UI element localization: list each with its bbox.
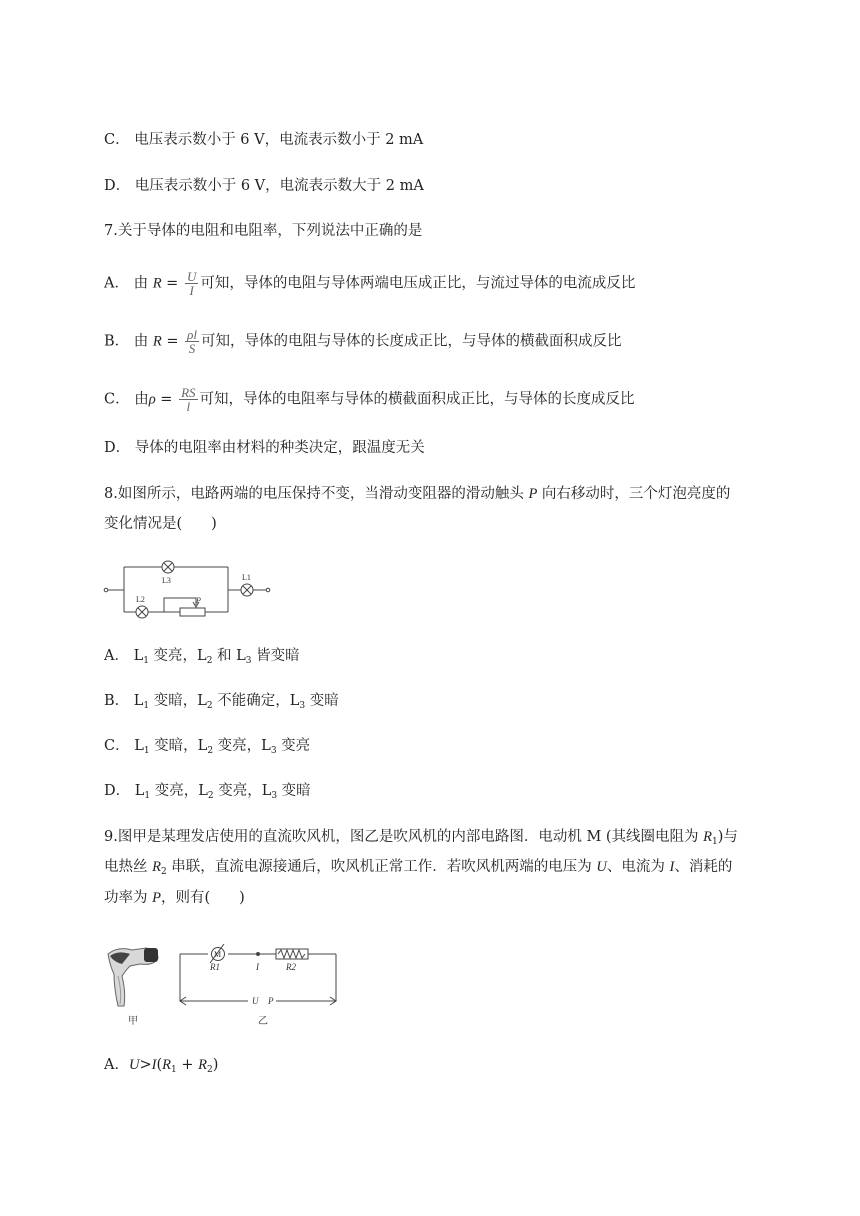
- q9-stem-line3: [104, 888, 245, 908]
- fraction: [185, 328, 199, 355]
- plus: +: [176, 1057, 199, 1073]
- option-prefix: A． 由: [104, 275, 153, 292]
- paren: (: [156, 1057, 163, 1073]
- subscript: 2: [160, 867, 167, 877]
- label-p: P: [268, 996, 274, 1006]
- option-part: B． L: [104, 693, 144, 709]
- paren: ): [212, 1057, 219, 1073]
- fraction: [185, 270, 198, 297]
- stem-text: 9.图甲是某理发店使用的直流吹风机，图乙是吹风机的内部电路图．电动机 M (其线圈电阻为: [104, 829, 704, 845]
- option-part: 变暗，L: [149, 693, 207, 709]
- q8-option-b: [104, 691, 339, 716]
- denominator: S: [188, 341, 196, 356]
- stem-text: 、消耗的: [674, 859, 733, 875]
- subscript: 1: [712, 837, 718, 847]
- subscript: 3: [299, 701, 306, 711]
- stem-text: 电热丝: [104, 859, 153, 875]
- numerator: RS: [181, 385, 196, 400]
- stem-text: 、电流为: [606, 859, 670, 875]
- var-i: I: [151, 1057, 157, 1073]
- option-prefix: C． 由: [104, 391, 149, 408]
- option-part: C． L: [104, 738, 144, 754]
- label-l3: L3: [162, 576, 171, 585]
- var: R: [152, 333, 162, 350]
- q8-stem-line2: 变化情况是( ): [104, 516, 217, 532]
- option-prefix: A．: [104, 1057, 129, 1073]
- subscript: 2: [207, 791, 214, 801]
- subscript: 3: [271, 791, 278, 801]
- q8-circuit-diagram: [100, 555, 275, 625]
- numerator: ρl: [187, 327, 197, 342]
- q6-option-d: D． 电压表示数小于 6 V，电流表示数大于 2 mA: [104, 178, 424, 194]
- stem-text: 8.如图所示，电路两端的电压保持不变，当滑动变阻器的滑动触头: [104, 486, 529, 502]
- q7-option-d: D． 导体的电阻率由材料的种类决定，跟温度无关: [104, 440, 425, 456]
- label-jia: 甲: [128, 1016, 138, 1027]
- subscript: 2: [207, 746, 214, 756]
- subscript: 3: [245, 656, 252, 666]
- var-r: R: [152, 859, 161, 875]
- subscript: 1: [171, 1065, 177, 1075]
- label-u: U: [252, 996, 259, 1006]
- subscript: 1: [143, 701, 150, 711]
- q7-option-b: [104, 328, 621, 355]
- gt: >: [139, 1057, 152, 1073]
- option-part: 变亮，L: [213, 783, 272, 799]
- option-part: 不能确定，L: [212, 693, 300, 709]
- option-part: 变亮，L: [213, 738, 271, 754]
- subscript: 1: [143, 656, 149, 666]
- option-part: A． L: [104, 648, 144, 664]
- equals: =: [155, 391, 178, 408]
- label-r1: R1: [210, 962, 220, 972]
- equals: =: [161, 333, 184, 350]
- stem-text: )与: [717, 829, 738, 845]
- var: ρ: [148, 391, 156, 408]
- q9-stem-line2: [104, 857, 732, 882]
- option-part: 变暗: [277, 783, 311, 799]
- subscript: 1: [144, 791, 151, 801]
- var-u: U: [596, 859, 607, 875]
- subscript: 1: [143, 746, 150, 756]
- option-part: 变暗，L: [149, 738, 208, 754]
- stem-text: ，则有( ): [160, 890, 245, 906]
- equals: =: [161, 275, 183, 292]
- label-p: P: [196, 596, 201, 605]
- var-u: U: [128, 1057, 140, 1073]
- var: R: [152, 275, 162, 292]
- q6-option-c: C． 电压表示数小于 6 V，电流表示数小于 2 mA: [104, 132, 424, 148]
- var-r: R: [162, 1057, 171, 1073]
- q8-stem-line1: [104, 484, 730, 504]
- option-text: 可知，导体的电阻与导体两端电压成正比，与流过导体的电流成反比: [200, 275, 636, 292]
- var-r: R: [198, 1057, 207, 1073]
- stem-text: 向右移动时，三个灯泡亮度的: [537, 486, 731, 502]
- option-prefix: B． 由: [104, 333, 153, 350]
- right-terminal: [266, 588, 270, 592]
- fraction: [179, 386, 197, 413]
- var-i: I: [669, 859, 675, 875]
- option-part: 皆变暗: [251, 648, 300, 664]
- subscript: 3: [270, 746, 277, 756]
- subscript: 2: [206, 656, 213, 666]
- rheostat: [180, 608, 205, 616]
- q7-stem: 7.关于导体的电阻和电阻率，下列说法中正确的是: [104, 223, 423, 239]
- subscript: 2: [206, 1065, 213, 1075]
- label-l1: L1: [242, 573, 251, 582]
- numerator: U: [186, 269, 197, 284]
- q9-hairdryer-figure: [100, 936, 345, 1032]
- q9-option-a: [104, 1055, 218, 1080]
- option-part: 变亮，L: [148, 648, 207, 664]
- option-text: 可知，导体的电阻率与导体的横截面积成正比，与导体的长度成反比: [199, 391, 635, 408]
- hair-dryer-image: [108, 948, 158, 1006]
- denominator: l: [186, 399, 191, 414]
- var-p: P: [152, 890, 161, 906]
- left-terminal: [104, 588, 108, 592]
- q8-option-d: [104, 781, 311, 806]
- label-r2: R2: [286, 962, 296, 972]
- q7-option-a: [104, 270, 635, 297]
- subscript: 2: [206, 701, 213, 711]
- q9-stem-line1: [104, 827, 738, 852]
- q8-option-c: [104, 736, 310, 761]
- var-p: P: [528, 486, 538, 502]
- lamp-l1: [241, 584, 253, 596]
- option-text: 可知，导体的电阻与导体的长度成正比，与导体的横截面积成反比: [200, 333, 622, 350]
- stem-text: 串联，直流电源接通后，吹风机正常工作．若吹风机两端的电压为: [166, 859, 597, 875]
- option-part: D． L: [104, 783, 145, 799]
- option-part: 变暗: [305, 693, 339, 709]
- stem-text: 功率为: [104, 890, 153, 906]
- lamp-l2: [136, 606, 148, 618]
- label-l2: L2: [136, 595, 145, 604]
- q8-option-a: [104, 646, 300, 671]
- option-part: 变亮: [276, 738, 311, 754]
- var-r: R: [703, 829, 713, 845]
- option-part: 变亮，L: [150, 783, 208, 799]
- label-m: M: [214, 950, 222, 959]
- denominator: I: [189, 283, 194, 298]
- lamp-l3: [162, 561, 174, 573]
- label-yi: 乙: [258, 1016, 268, 1027]
- label-i: I: [256, 962, 259, 972]
- q7-option-c: [104, 386, 635, 413]
- option-part: 和 L: [212, 648, 246, 664]
